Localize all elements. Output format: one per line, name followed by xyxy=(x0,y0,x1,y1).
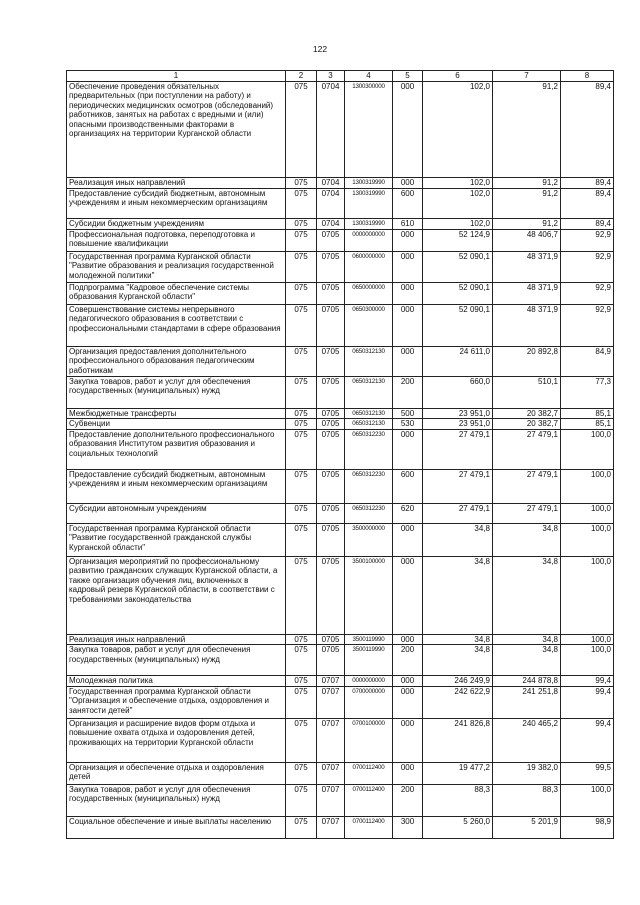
row-grbs: 075 xyxy=(286,429,317,469)
row-section: 0705 xyxy=(317,429,345,469)
row-name-text: Государственная программа Курганской области "Развитие государственной гражданской службы Курганской области" xyxy=(69,523,252,552)
row-section: 0705 xyxy=(317,229,345,251)
row-percent: 99,5 xyxy=(561,762,614,784)
table-row xyxy=(67,282,614,304)
row-target: 0650000000 xyxy=(345,282,393,304)
row-name xyxy=(67,304,286,346)
table-row xyxy=(67,218,614,229)
row-expense-type: 000 xyxy=(393,346,423,376)
row-plan: 241 826,8 xyxy=(423,718,493,762)
row-grbs: 075 xyxy=(286,419,317,430)
row-grbs: 075 xyxy=(286,676,317,687)
row-percent: 89,4 xyxy=(561,188,614,218)
row-name-text: Социальное обеспечение и иные выплаты населению xyxy=(69,816,272,826)
row-plan: 5 260,0 xyxy=(423,816,493,838)
table-row xyxy=(67,81,614,177)
row-name-text: Закупка товаров, работ и услуг для обеспечения государственных (муниципальных) нужд xyxy=(69,645,251,664)
header-cell-name: 1 xyxy=(67,71,286,82)
row-name xyxy=(67,376,286,408)
row-section: 0704 xyxy=(317,188,345,218)
row-fact: 91,2 xyxy=(493,81,561,177)
row-name-text: Закупка товаров, работ и услуг для обеспечения государственных (муниципальных) нужд xyxy=(69,784,251,803)
row-name-text: Субсидии автономным учреждениям xyxy=(69,503,207,513)
row-name xyxy=(67,523,286,556)
table-row xyxy=(67,784,614,816)
table-row xyxy=(67,229,614,251)
row-name-text: Предоставление субсидий бюджетным, автономным учреждениям и иным некоммерческим организациям xyxy=(69,188,268,207)
table-row xyxy=(67,634,614,645)
row-section: 0705 xyxy=(317,645,345,676)
table-row xyxy=(67,304,614,346)
row-expense-type: 000 xyxy=(393,686,423,718)
header-cell-section: 3 xyxy=(317,71,345,82)
row-fact: 34,8 xyxy=(493,523,561,556)
table-row xyxy=(67,346,614,376)
row-percent: 89,4 xyxy=(561,177,614,188)
row-expense-type: 000 xyxy=(393,762,423,784)
row-section: 0704 xyxy=(317,177,345,188)
row-target: 3500119990 xyxy=(345,645,393,676)
row-plan: 34,8 xyxy=(423,645,493,676)
header-cell-grbs: 2 xyxy=(286,71,317,82)
row-plan: 660,0 xyxy=(423,376,493,408)
row-expense-type: 000 xyxy=(393,429,423,469)
header-cell-plan: 6 xyxy=(423,71,493,82)
row-fact: 48 406,7 xyxy=(493,229,561,251)
row-grbs: 075 xyxy=(286,784,317,816)
row-fact: 19 382,0 xyxy=(493,762,561,784)
row-grbs: 075 xyxy=(286,718,317,762)
row-target: 1300319990 xyxy=(345,188,393,218)
row-plan: 27 479,1 xyxy=(423,503,493,523)
row-percent: 99,4 xyxy=(561,676,614,687)
row-grbs: 075 xyxy=(286,282,317,304)
row-name-text: Реализация иных направлений xyxy=(69,634,186,644)
row-name-text: Государственная программа Курганской области "Организация и обеспечение отдыха, оздоровления и занятости детей" xyxy=(69,686,269,715)
row-expense-type: 200 xyxy=(393,376,423,408)
row-target: 0650312230 xyxy=(345,429,393,469)
row-plan: 27 479,1 xyxy=(423,429,493,469)
row-plan: 102,0 xyxy=(423,81,493,177)
row-target: 0700112400 xyxy=(345,816,393,838)
row-name xyxy=(67,218,286,229)
row-section: 0704 xyxy=(317,218,345,229)
row-name-text: Межбюджетные трансферты xyxy=(69,408,177,418)
row-name xyxy=(67,346,286,376)
table-row xyxy=(67,469,614,503)
row-fact: 510,1 xyxy=(493,376,561,408)
row-section: 0707 xyxy=(317,762,345,784)
table-row xyxy=(67,503,614,523)
row-name xyxy=(67,816,286,838)
row-section: 0707 xyxy=(317,676,345,687)
row-name xyxy=(67,177,286,188)
row-expense-type: 000 xyxy=(393,304,423,346)
row-percent: 89,4 xyxy=(561,81,614,177)
row-grbs: 075 xyxy=(286,762,317,784)
header-row xyxy=(67,71,614,82)
row-section: 0705 xyxy=(317,523,345,556)
row-plan: 19 477,2 xyxy=(423,762,493,784)
row-plan: 24 611,0 xyxy=(423,346,493,376)
row-expense-type: 000 xyxy=(393,556,423,634)
row-grbs: 075 xyxy=(286,218,317,229)
row-grbs: 075 xyxy=(286,177,317,188)
row-name xyxy=(67,762,286,784)
row-name xyxy=(67,229,286,251)
row-percent: 92,9 xyxy=(561,251,614,282)
row-percent: 99,4 xyxy=(561,686,614,718)
table-row xyxy=(67,419,614,430)
row-grbs: 075 xyxy=(286,469,317,503)
row-expense-type: 000 xyxy=(393,676,423,687)
row-name xyxy=(67,784,286,816)
row-fact: 48 371,9 xyxy=(493,251,561,282)
row-fact: 20 382,7 xyxy=(493,408,561,419)
row-name xyxy=(67,81,286,177)
row-percent: 100,0 xyxy=(561,645,614,676)
row-plan: 34,8 xyxy=(423,556,493,634)
row-expense-type: 200 xyxy=(393,645,423,676)
row-name xyxy=(67,419,286,430)
row-plan: 102,0 xyxy=(423,218,493,229)
row-percent: 92,9 xyxy=(561,282,614,304)
row-plan: 52 090,1 xyxy=(423,304,493,346)
row-name-text: Молодежная политика xyxy=(69,676,153,685)
row-percent: 84,9 xyxy=(561,346,614,376)
row-fact: 241 251,8 xyxy=(493,686,561,718)
row-fact: 48 371,9 xyxy=(493,304,561,346)
row-plan: 52 090,1 xyxy=(423,251,493,282)
row-grbs: 075 xyxy=(286,251,317,282)
row-name-text: Организация предоставления дополнительного профессионального образования педагогическим работникам xyxy=(69,346,255,375)
row-fact: 91,2 xyxy=(493,177,561,188)
row-target: 1300319990 xyxy=(345,218,393,229)
row-expense-type: 530 xyxy=(393,419,423,430)
row-target: 0650312130 xyxy=(345,419,393,430)
header-cell-fact: 7 xyxy=(493,71,561,82)
row-section: 0705 xyxy=(317,634,345,645)
row-expense-type: 000 xyxy=(393,251,423,282)
row-expense-type: 500 xyxy=(393,408,423,419)
row-grbs: 075 xyxy=(286,346,317,376)
table-row xyxy=(67,645,614,676)
row-percent: 77,3 xyxy=(561,376,614,408)
row-plan: 88,3 xyxy=(423,784,493,816)
row-target: 0000000000 xyxy=(345,676,393,687)
row-plan: 34,8 xyxy=(423,634,493,645)
row-target: 1300319990 xyxy=(345,177,393,188)
row-percent: 89,4 xyxy=(561,218,614,229)
row-target: 0650312130 xyxy=(345,376,393,408)
row-expense-type: 000 xyxy=(393,229,423,251)
row-plan: 52 124,9 xyxy=(423,229,493,251)
row-name-text: Организация и расширение видов форм отдыха и повышение охвата отдыха и оздоровления детей, проживающих на территории Курганской области xyxy=(69,718,256,747)
table-row xyxy=(67,429,614,469)
row-plan: 23 951,0 xyxy=(423,419,493,430)
row-name xyxy=(67,282,286,304)
row-name-text: Закупка товаров, работ и услуг для обеспечения государственных (муниципальных) нужд xyxy=(69,376,251,395)
row-expense-type: 610 xyxy=(393,218,423,229)
row-percent: 100,0 xyxy=(561,556,614,634)
row-percent: 98,9 xyxy=(561,816,614,838)
row-name xyxy=(67,645,286,676)
row-target: 0650312230 xyxy=(345,469,393,503)
row-expense-type: 000 xyxy=(393,81,423,177)
row-section: 0705 xyxy=(317,556,345,634)
row-expense-type: 000 xyxy=(393,634,423,645)
row-name xyxy=(67,469,286,503)
row-plan: 102,0 xyxy=(423,188,493,218)
row-name-text: Предоставление субсидий бюджетным, автономным учреждениям и иным некоммерческим организациям xyxy=(69,469,268,488)
row-name-text: Государственная программа Курганской области "Развитие образования и реализация государственной молодежной политики" xyxy=(69,251,274,280)
row-fact: 34,8 xyxy=(493,645,561,676)
table-row xyxy=(67,523,614,556)
row-fact: 27 479,1 xyxy=(493,429,561,469)
row-fact: 20 892,8 xyxy=(493,346,561,376)
row-section: 0705 xyxy=(317,376,345,408)
row-target: 0700000000 xyxy=(345,686,393,718)
row-name-text: Профессиональная подготовка, переподготовка и повышение квалификации xyxy=(69,229,255,248)
row-expense-type: 200 xyxy=(393,784,423,816)
row-target: 3500000000 xyxy=(345,523,393,556)
row-fact: 91,2 xyxy=(493,218,561,229)
table-row xyxy=(67,686,614,718)
row-plan: 242 622,9 xyxy=(423,686,493,718)
row-name xyxy=(67,429,286,469)
row-grbs: 075 xyxy=(286,304,317,346)
row-section: 0705 xyxy=(317,503,345,523)
row-target: 0650312130 xyxy=(345,346,393,376)
row-name xyxy=(67,251,286,282)
row-expense-type: 600 xyxy=(393,188,423,218)
row-fact: 5 201,9 xyxy=(493,816,561,838)
row-percent: 100,0 xyxy=(561,503,614,523)
row-plan: 246 249,9 xyxy=(423,676,493,687)
header-cell-expense-type: 5 xyxy=(393,71,423,82)
table-body xyxy=(67,71,614,839)
table-row xyxy=(67,762,614,784)
row-name xyxy=(67,188,286,218)
row-percent: 100,0 xyxy=(561,784,614,816)
row-target: 0700112400 xyxy=(345,762,393,784)
row-plan: 23 951,0 xyxy=(423,408,493,419)
row-name xyxy=(67,556,286,634)
row-grbs: 075 xyxy=(286,556,317,634)
row-name xyxy=(67,634,286,645)
row-percent: 100,0 xyxy=(561,469,614,503)
row-name xyxy=(67,718,286,762)
row-section: 0705 xyxy=(317,408,345,419)
row-fact: 91,2 xyxy=(493,188,561,218)
row-fact: 88,3 xyxy=(493,784,561,816)
row-percent: 100,0 xyxy=(561,429,614,469)
row-name-text: Подпрограмма "Кадровое обеспечение системы образования Курганской области" xyxy=(69,282,250,301)
row-grbs: 075 xyxy=(286,229,317,251)
table-row xyxy=(67,718,614,762)
row-grbs: 075 xyxy=(286,523,317,556)
row-grbs: 075 xyxy=(286,686,317,718)
row-fact: 20 382,7 xyxy=(493,419,561,430)
table-row xyxy=(67,251,614,282)
row-percent: 100,0 xyxy=(561,634,614,645)
row-grbs: 075 xyxy=(286,408,317,419)
row-target: 0700112400 xyxy=(345,784,393,816)
row-grbs: 075 xyxy=(286,188,317,218)
row-fact: 34,8 xyxy=(493,634,561,645)
row-percent: 92,9 xyxy=(561,229,614,251)
row-section: 0707 xyxy=(317,816,345,838)
row-name-text: Предоставление дополнительного профессионального образования Институтом развития образования и социальных технологий xyxy=(69,429,275,458)
row-name-text: Субсидии бюджетным учреждениям xyxy=(69,218,204,228)
row-name-text: Организация и обеспечение отдыха и оздоровления детей xyxy=(69,762,264,781)
header-cell-percent: 8 xyxy=(561,71,614,82)
table-row xyxy=(67,177,614,188)
row-name-text: Реализация иных направлений xyxy=(69,177,186,187)
row-plan: 52 090,1 xyxy=(423,282,493,304)
row-fact: 34,8 xyxy=(493,556,561,634)
row-target: 0650312230 xyxy=(345,503,393,523)
row-fact: 48 371,9 xyxy=(493,282,561,304)
row-target: 3500119990 xyxy=(345,634,393,645)
row-target: 1300300000 xyxy=(345,81,393,177)
row-grbs: 075 xyxy=(286,634,317,645)
page-number: 122 xyxy=(312,44,328,54)
row-name xyxy=(67,686,286,718)
row-name xyxy=(67,676,286,687)
row-target: 0600000000 xyxy=(345,251,393,282)
row-section: 0705 xyxy=(317,282,345,304)
row-percent: 85,1 xyxy=(561,408,614,419)
row-target: 0650300000 xyxy=(345,304,393,346)
row-section: 0704 xyxy=(317,81,345,177)
row-section: 0707 xyxy=(317,784,345,816)
row-expense-type: 300 xyxy=(393,816,423,838)
row-expense-type: 600 xyxy=(393,469,423,503)
row-plan: 34,8 xyxy=(423,523,493,556)
row-grbs: 075 xyxy=(286,645,317,676)
row-grbs: 075 xyxy=(286,816,317,838)
table-row xyxy=(67,188,614,218)
row-name-text: Организация мероприятий по профессиональному развитию гражданских служащих Курганской области, а также организация обучения лиц, включенных в кадровый резерв Курганской области, в соответствии с требованиями законодательства xyxy=(69,556,278,604)
table-row xyxy=(67,376,614,408)
row-fact: 244 878,8 xyxy=(493,676,561,687)
row-name xyxy=(67,503,286,523)
row-grbs: 075 xyxy=(286,81,317,177)
table-row xyxy=(67,676,614,687)
row-name-text: Субвенции xyxy=(69,419,110,428)
row-expense-type: 000 xyxy=(393,718,423,762)
row-fact: 27 479,1 xyxy=(493,503,561,523)
row-section: 0705 xyxy=(317,346,345,376)
row-plan: 27 479,1 xyxy=(423,469,493,503)
row-section: 0705 xyxy=(317,304,345,346)
row-section: 0707 xyxy=(317,718,345,762)
row-fact: 27 479,1 xyxy=(493,469,561,503)
row-expense-type: 000 xyxy=(393,523,423,556)
row-target: 0700100000 xyxy=(345,718,393,762)
row-name-text: Совершенствование системы непрерывного педагогического образования в соответствии с профессиональными стандартами в сфере образования xyxy=(69,304,281,333)
row-percent: 85,1 xyxy=(561,419,614,430)
row-percent: 100,0 xyxy=(561,523,614,556)
row-percent: 92,9 xyxy=(561,304,614,346)
table-row xyxy=(67,408,614,419)
header-cell-target: 4 xyxy=(345,71,393,82)
row-section: 0705 xyxy=(317,251,345,282)
row-fact: 240 465,2 xyxy=(493,718,561,762)
row-section: 0707 xyxy=(317,686,345,718)
row-name xyxy=(67,408,286,419)
row-section: 0705 xyxy=(317,469,345,503)
row-expense-type: 000 xyxy=(393,282,423,304)
budget-table xyxy=(66,70,614,839)
row-target: 0000000000 xyxy=(345,229,393,251)
row-grbs: 075 xyxy=(286,503,317,523)
row-target: 0650312130 xyxy=(345,408,393,419)
row-expense-type: 000 xyxy=(393,177,423,188)
row-name-text: Обеспечение проведения обязательных предварительных (при поступлении на работу) и периодических медицинских осмотров (обследований) работников, занятых на работах с вредными и (или) опасными производственными факторами в организациях на территории Курганской области xyxy=(69,81,274,138)
row-percent: 99,4 xyxy=(561,718,614,762)
row-expense-type: 620 xyxy=(393,503,423,523)
row-section: 0705 xyxy=(317,419,345,430)
row-grbs: 075 xyxy=(286,376,317,408)
row-target: 3500100000 xyxy=(345,556,393,634)
table-row xyxy=(67,556,614,634)
row-plan: 102,0 xyxy=(423,177,493,188)
table-row xyxy=(67,816,614,838)
